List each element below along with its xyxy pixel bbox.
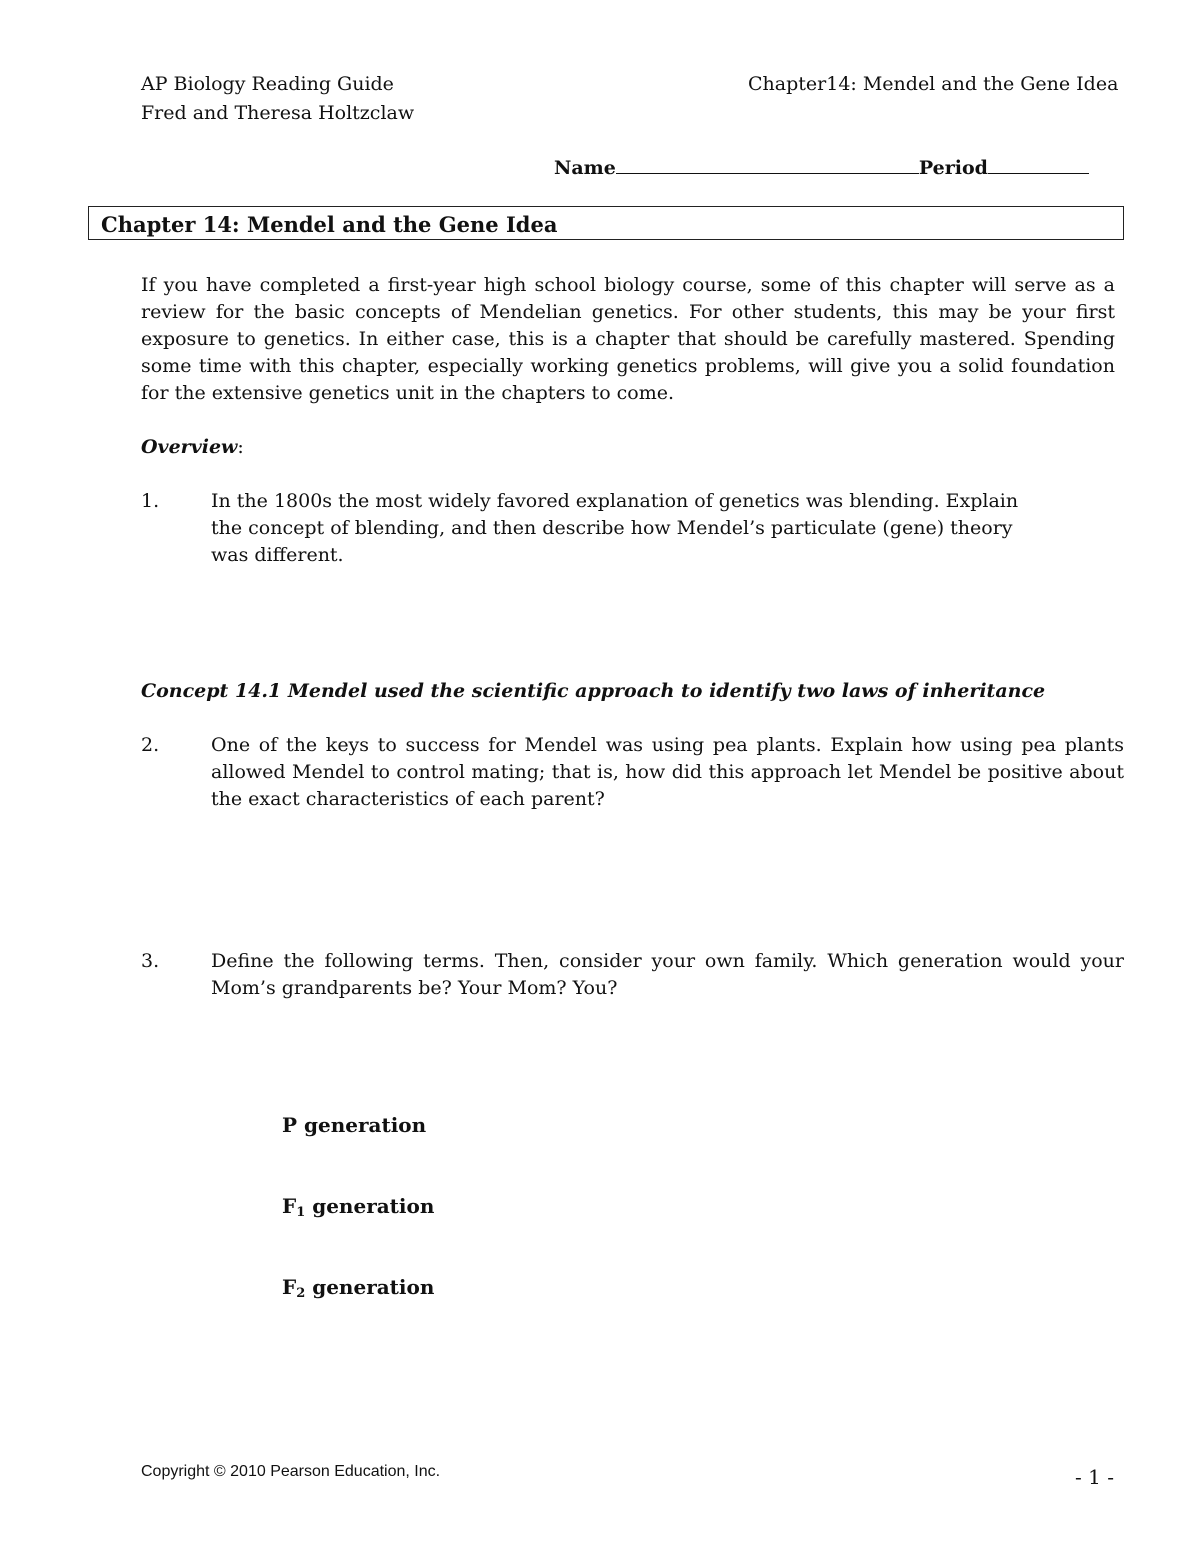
question-1-number: 1. <box>141 490 160 512</box>
overview-colon: : <box>237 436 244 458</box>
intro-paragraph: If you have completed a first-year high school biology course, some of this chapter will serve as a review for the basic concepts of Mendelian genetics. For other students, this may be your first exposure to genetics. In either case, this is a chapter that should be carefully mastered. Spending some time with this chapter, especially working genetics problems, will give you a solid foundation for the extensive genetics unit in the chapters to come. <box>141 274 1115 404</box>
chapter-title-box <box>88 206 1124 240</box>
f1-subscript: 1 <box>296 1205 306 1220</box>
question-3-number: 3. <box>141 950 160 972</box>
period-blank[interactable] <box>988 155 1089 174</box>
question-1-text: In the 1800s the most widely favored explanation of genetics was blending. Explain the concept of blending, and then describe how Mendel’s particulate (gene) theory was different. <box>211 490 1019 566</box>
name-label: Name <box>554 157 616 179</box>
concept-heading: Concept 14.1 Mendel used the scientific approach to identify two laws of inheritance <box>141 680 1046 702</box>
chapter-reference: Chapter14: Mendel and the Gene Idea <box>748 73 1119 95</box>
question-3-text: Define the following terms. Then, consider your own family. Which generation would your Mom’s grandparents be? Your Mom? You? <box>211 950 1124 999</box>
period-label: Period <box>918 157 988 179</box>
term-f2-generation <box>282 1275 434 1301</box>
f2-prefix: F <box>282 1275 297 1299</box>
name-blank[interactable] <box>616 155 919 174</box>
overview-label: Overview <box>141 436 238 458</box>
question-2-number: 2. <box>141 734 160 756</box>
f2-suffix: generation <box>305 1275 435 1299</box>
f1-prefix: F <box>282 1194 297 1218</box>
copyright-notice: Copyright © 2010 Pearson Education, Inc. <box>141 1463 441 1480</box>
chapter-title: Chapter 14: Mendel and the Gene Idea <box>101 212 558 237</box>
authors: Fred and Theresa Holtzclaw <box>141 102 415 124</box>
term-p-generation: P generation <box>282 1113 427 1137</box>
page-number: - 1 - <box>1075 1465 1114 1489</box>
guide-title: AP Biology Reading Guide <box>141 73 394 95</box>
overview-heading <box>141 436 244 458</box>
term-f1-generation <box>282 1194 434 1220</box>
question-2-text: One of the keys to success for Mendel was using pea plants. Explain how using pea plants allowed Mendel to control mating; that is, how did this approach let Mendel be positive about the exact characteristics of each parent? <box>211 734 1124 810</box>
f1-suffix: generation <box>305 1194 435 1218</box>
student-fields <box>554 155 1089 179</box>
f2-subscript: 2 <box>296 1286 306 1301</box>
